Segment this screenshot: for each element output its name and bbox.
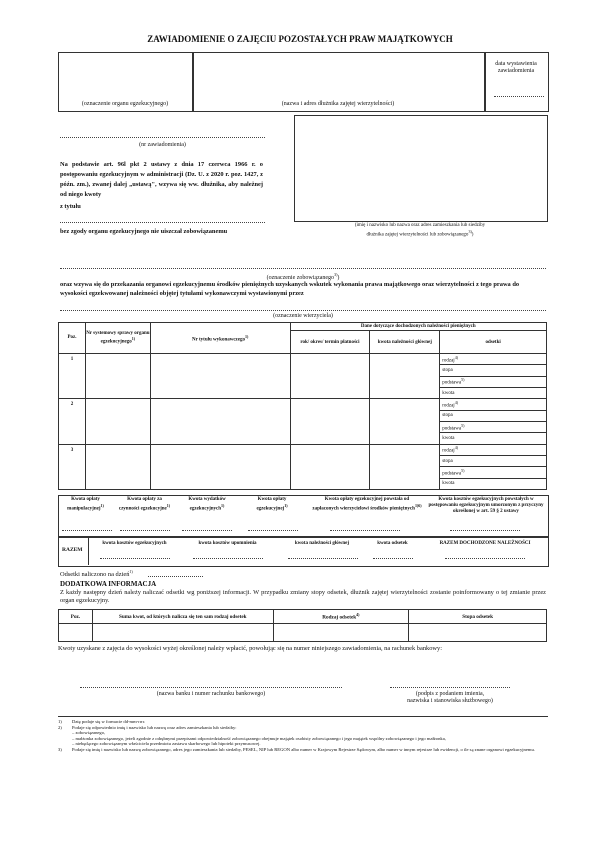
extra-text: Z każdy następny dzień należy naliczać odsetki wg poniższej informacji. W przypadku zmiany stopy odsetek, dłużnik zajętej wierzytelności zostanie poinformowany o tej zmianie przez organ egzekucyjny. [60,589,546,604]
footnote-text: – zobowiązanego, [72,730,106,736]
row-system-no[interactable] [85,353,150,398]
bank-label: (nazwa banku i numer rachunku bankowego) [156,691,266,697]
title-label: z tytułu [60,203,81,210]
obligated-label: (imię i nazwisko lub nazwa oraz adres zamieszkania lub siedziby dłużnika zajętej wierzytelności lub zobowiązanego$^{3)}$) [354,223,486,238]
notice-no-line[interactable] [60,137,265,138]
row-number: 3 [59,444,86,489]
interest-sub-sup: 4) [454,400,459,406]
obligated-mark-line[interactable] [60,268,546,269]
t2-cell[interactable] [273,624,409,642]
t2-col-sum: Suma kwot, od których nalicza się ten sam rodzaj odsetek [92,610,273,624]
interest-sub-label: kwota [442,481,455,487]
footnote-text: – niebędącego zobowiązanym właściciela przedmiotu zastawu skarbowego lub hipoteki przymusowej. [72,741,261,747]
interest-sub-cell[interactable] [440,387,547,398]
fee-paid-label: Kwota opłaty egzekucyjnej powstała od zapłaconych wierzycielowi środków pieniężnych$^{1)6)}$ [312,497,422,512]
fee-act-label: Kwota opłaty za czynności egzekucyjne$^{1)}$ [118,497,171,512]
footnote-number: 3) [58,746,62,752]
footnote-text: Podaje się odpowiednio imię i nazwisko lub nazwę oraz adres zamieszkania lub siedziby: [72,724,237,730]
col-interest: odsetki [440,331,547,354]
authority-label: (oznaczenie organu egzekucyjnego) [81,101,169,107]
creditor-label: (oznaczenie wierzyciela) [273,313,333,319]
footnote-text: Podaje się imię i nazwisko lub nazwę zobowiązanego, adres jego zamieszkania lub siedziby, PESEL, NIP lub REGON albo numer w Krajowym Rejestrze Sądowym, albo numer w innym rejestrze lub ewidencji, o ile są znane organowi egzekucyjnemu. [72,746,535,752]
row-title-no[interactable] [150,353,290,398]
creditor-line[interactable] [60,310,546,311]
footnote-divider [58,716,548,717]
row-year[interactable] [290,444,370,489]
footnote-text: – małżonka zobowiązanego, jeżeli zgodnie z odrębnymi przepisami odpowiedzialność zobowiązanego obejmuje majątek osobisty zobowiązanego i jego majątek wspólny zobowiązanego i jego małżonka, [72,735,446,741]
sum-main-value[interactable] [288,558,358,559]
interest-sub-label: rodzaj [442,449,455,455]
row-amount[interactable] [370,399,440,444]
fee-label: Kwota opłaty egzekucyjnej$^{1)}$ [256,497,288,512]
row-title-no[interactable] [150,444,290,489]
sum-costs-label: kwota kosztów egzekucyjnych [102,541,167,546]
row-number: 1 [59,353,86,398]
interest-sub-cell[interactable] [440,478,547,489]
sum-reminder-label: kwota kosztów upomnienia [198,541,257,546]
interest-sub-label: podstawa [442,381,462,387]
footnote-number: 1) [58,719,62,724]
fee-manip-value[interactable] [62,530,112,531]
interest-sub-label: rodzaj [442,358,455,364]
interest-sub-label: podstawa [442,471,462,477]
col-title-no: Nr tytułu wykonawczego$^{1)}$ [150,323,290,354]
obligated-field[interactable] [294,115,548,222]
interest-sub-cell[interactable] [440,455,547,466]
footnote-row [58,747,548,753]
interest-sub-sup: 5) [461,422,465,428]
interest-sub-label: stopa [442,413,453,419]
row-year[interactable] [290,353,370,398]
fee-exp-value[interactable] [182,530,232,531]
interest-date-label: Odsetki naliczono na dzień$^{1)}$ [60,569,133,579]
interest-sub-label: stopa [442,367,453,373]
date-label: data wystawienia zawiadomienia [495,61,537,74]
row-number: 2 [59,399,86,444]
fee-costs-label: Kwota kosztów egzekucyjnych powstałych w postępowaniu egzekucyjnym umorzonym z przyczyny określonej w art. 59 § 2 ustawy [428,497,544,514]
footnotes [58,719,548,753]
row-system-no[interactable] [85,444,150,489]
interest-date-value[interactable] [148,576,203,577]
interest-sub-label: rodzaj [442,403,455,409]
row-system-no[interactable] [85,399,150,444]
sum-razem: RAZEM [62,547,83,553]
footnote-number: 2) [58,724,62,730]
t2-cell[interactable] [92,624,273,642]
payment-text: Kwoty uzyskane z zajęcia do wysokości wyżej określonej należy wpłacić, powołując się na numer niniejszego zawiadomienia, na rachunek bankowy: [58,645,443,652]
interest-sub-sup: 5) [461,468,465,474]
fee-value[interactable] [248,530,298,531]
row-amount[interactable] [370,353,440,398]
t2-col-rate: Stopa odsetek [409,610,547,624]
fee-paid-value[interactable] [330,530,400,531]
col-group: Dane dotyczące dochodzonych należności pieniężnych [290,323,546,331]
date-value-line [494,96,544,97]
fee-act-value[interactable] [120,530,170,531]
t2-cell[interactable] [59,624,93,642]
interest-table [58,609,547,642]
interest-sub-label: podstawa [442,426,462,432]
interest-sub-cell[interactable] [440,410,547,421]
t2-col-type: Rodzaj odsetek$^{4)}$ [273,610,409,624]
title-line[interactable] [60,222,265,223]
extra-heading: DODATKOWA INFORMACJA [60,580,157,588]
sum-interest-value[interactable] [373,558,413,559]
sum-reminder-value[interactable] [193,558,263,559]
call-text: oraz wzywa się do przekazania organowi egzekucyjnemu środków pieniężnych uzyskanych wskutek wykonania prawa majątkowego oraz wierzytelności z tego prawa do wysokości egzekwowanej należności objętej tytułami wykonawczymi wystawionymi przez [60,281,520,297]
sum-costs-value[interactable] [100,558,170,559]
fee-costs-value[interactable] [450,530,520,531]
sum-main-label: kwota należności głównej [294,541,350,546]
debtor-label: (nazwa i adres dłużnika zajętej wierzytelności) [281,101,395,107]
table-row [59,353,547,364]
notice-no-label: (nr zawiadomienia) [139,142,186,148]
interest-sub-cell[interactable] [440,421,547,432]
footnote-text: Datę podaje się w formacie dd-mm-rrrr. [72,719,146,724]
prohibition-text: bez zgody organu egzekucyjnego nie uiszczał zobowiązanemu [60,228,228,235]
col-year: rok/ okres/ termin płatności [290,331,370,354]
interest-sub-cell[interactable] [440,467,547,478]
interest-sub-cell[interactable] [440,433,547,444]
row-amount[interactable] [370,444,440,489]
page-title: ZAWIADOMIENIE O ZAJĘCIU POZOSTAŁYCH PRAW MAJĄTKOWYCH [147,34,453,44]
fee-manip-label: Kwota opłaty manipulacyjnej$^{1)}$ [67,497,104,512]
interest-sub-label: kwota [442,435,455,441]
interest-sub-cell[interactable] [440,444,547,455]
bank-line[interactable] [80,687,342,688]
t2-col-no: Poz. [59,610,93,624]
interest-sub-sup: 4) [454,354,459,360]
dues-table [58,322,547,490]
sum-total-value[interactable] [445,558,525,559]
col-amount: kwota należności głównej [370,331,440,354]
interest-sub-sup: 5) [461,377,465,383]
obligated-mark-label: (oznaczenie zobowiązanego$^{3)}$) [266,272,340,281]
interest-sub-cell[interactable] [440,365,547,376]
interest-sub-label: kwota [442,390,455,396]
sum-interest-label: kwota odsetek [377,541,408,546]
col-system-no: Nr systemowy sprawy organu egzekucyjnego$^{1)}$ [85,323,150,354]
table-row [59,444,547,455]
sum-divider [88,537,89,565]
interest-sub-sup: 4) [454,445,459,451]
interest-sub-cell[interactable] [440,399,547,410]
fee-exp-label: Kwota wydatków egzekucyjnych$^{1)}$ [188,497,226,512]
legal-basis: Na podstawie art. 96l pkt 2 ustawy z dnia 17 czerwca 1966 r. o postępowaniu egzekucyjnym w administracji (Dz. U. z 2020 r. poz. 1427, z późn. zm.), zwanej dalej „ustawą", wzywa się ww. dłużnika, aby należnej od niego kwoty [60,161,263,198]
col-no: Poz. [59,323,86,354]
sign-label: (podpis z podaniem imienia, nazwiska i stanowiska służbowego) [407,691,493,704]
row-title-no[interactable] [150,399,290,444]
interest-sub-cell[interactable] [440,353,547,364]
row-year[interactable] [290,399,370,444]
t2-cell[interactable] [409,624,547,642]
table-row [59,399,547,410]
interest-sub-cell[interactable] [440,376,547,387]
sign-line[interactable] [390,687,510,688]
sum-total-label: RAZEM DOCHODZONE NALEŻNOŚCI [439,541,531,546]
interest-sub-label: stopa [442,458,453,464]
